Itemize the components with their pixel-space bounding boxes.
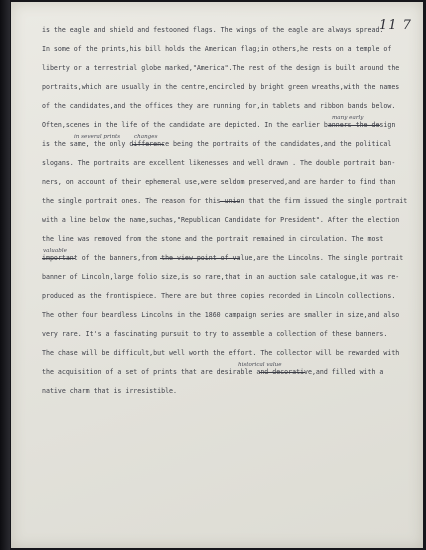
- text-line: portraits,which are usually in the centre,encircled by bright green wreaths,with the names: [42, 83, 400, 91]
- text-line: important of the banners,from the view point of value,are the Lincolns. The single portrait: [42, 254, 404, 262]
- strikethrough-union: [220, 201, 240, 202]
- text-line: very rare. It's a fascinating pursuit to try to assemble a collection of these banners.: [42, 330, 388, 338]
- text-line: slogans. The portraits are excellent likenesses and well drawn . The double portrait ban-: [42, 159, 396, 167]
- text-line: produced as the frontispiece. There are but three copies recorded in Lincoln collections.: [42, 292, 396, 300]
- handwritten-note-in-several-prints: in several prints: [74, 134, 121, 140]
- text-line: The chase will be difficult,but well worth the effort. The collector will be rewarded with: [42, 349, 400, 357]
- text-line: of the candidates,and the offices they are running for,in tablets and ribbon bands below.: [42, 102, 396, 110]
- text-line: banner of Lincoln,large folio size,is so rare,that in an auction sale catalogue,it was re-: [42, 273, 400, 281]
- text-line: is the eagle and shield and festooned flags. The wings of the eagle are always spread.: [42, 26, 384, 34]
- handwritten-note-valuable: valuable: [43, 248, 67, 254]
- text-line: In some of the prints,his bill holds the American flag;in others,he rests on a temple of: [42, 45, 392, 53]
- document-page: [11, 2, 423, 548]
- handwritten-note-many-early: many early: [332, 115, 364, 121]
- text-line: with a line below the name,suchas,"Republican Candidate for President". After the election: [42, 216, 400, 224]
- text-line: liberty or a terrestrial globe marked,"America".The rest of the design is built around the: [42, 64, 400, 72]
- page-number: 11 7: [379, 18, 412, 33]
- strikethrough-desirable-and: [259, 372, 305, 373]
- handwritten-note-historical-value: historical value: [238, 362, 282, 368]
- text-line: the single portrait ones. The reason for this union that the firm issued the single portrait: [42, 197, 408, 205]
- strikethrough-earlier-banners: [328, 125, 380, 126]
- scan-background-edge: [0, 0, 10, 550]
- handwritten-note-changes: changes: [134, 134, 158, 140]
- strikethrough-important: [42, 258, 75, 259]
- text-line: Often,scenes in the life of the candidate are depicted. In the earlier banners the design: [42, 121, 396, 129]
- text-line: ners, on account of their ephemeral use,were seldom preserved,and are harder to find than: [42, 178, 396, 186]
- text-line: the acquisition of a set of prints that are desirable and decorative,and filled with a: [42, 368, 384, 376]
- text-line: The other four beardless Lincolns in the 1860 campaign series are smaller in size,and also: [42, 311, 400, 319]
- text-line: is the same, the only difference being the portraits of the candidates,and the political: [42, 140, 392, 148]
- strikethrough-difference: [132, 144, 164, 145]
- strikethrough-view-point-of-value: [160, 258, 240, 259]
- text-line: the line was removed from the stone and the portrait remained in circulation. The most: [42, 235, 384, 243]
- text-line: native charm that is irresistible.: [42, 387, 177, 395]
